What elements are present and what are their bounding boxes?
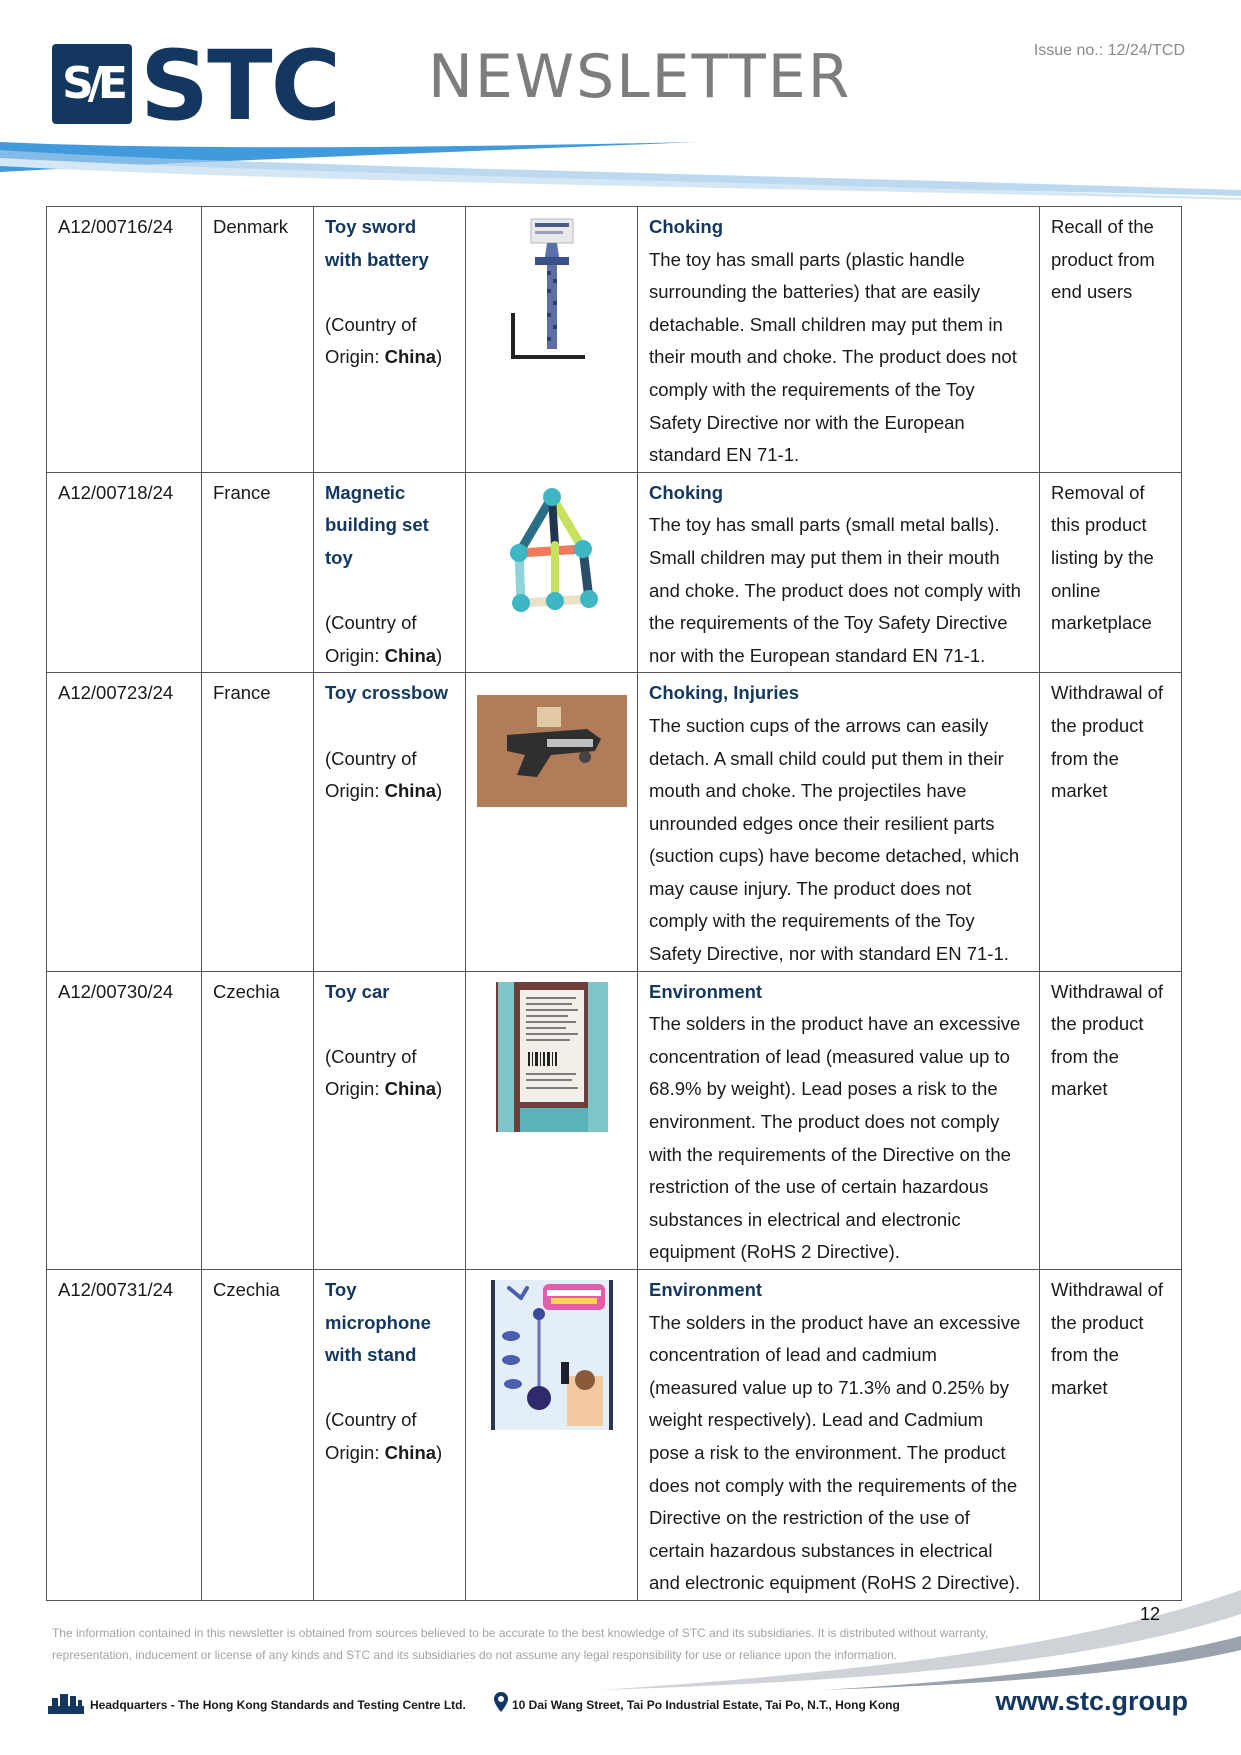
risk-type: Choking [649, 216, 723, 237]
product-image-cell [466, 207, 638, 473]
product-cell [314, 472, 466, 673]
notifying-country: Denmark [202, 207, 314, 473]
country-of-origin: (Country of Origin: China) [325, 313, 443, 368]
product-cell [314, 673, 466, 971]
header-swoosh [0, 140, 1241, 200]
building-icon [48, 1694, 84, 1714]
toy-car-label-photo [496, 982, 608, 1132]
risk-type: Environment [649, 980, 763, 1002]
risk-type: Choking, Injuries [649, 682, 800, 704]
table-row [47, 673, 1182, 971]
table-row [47, 1270, 1182, 1601]
measure-taken: Recall of the product from end users [1040, 207, 1182, 473]
risk-cell [638, 472, 1040, 673]
product-image-cell [466, 971, 638, 1269]
measure-taken: Withdrawal of the product from the market [1040, 1270, 1182, 1601]
risk-cell [638, 207, 1040, 473]
risk-description: The suction cups of the arrows can easily detach. A small child could put them in their mouth and choke. The projectiles have unrounded edges once their resilient parts (suction cups) have become detached, which may cause injury. The product does not comply with the requirements of the Toy Safety Directive, nor with standard EN 71-1. [649, 714, 1020, 965]
product-image-cell [466, 673, 638, 971]
country-of-origin: (Country of Origin: China) [325, 1045, 443, 1100]
risk-description: The toy has small parts (small metal balls). Small children may put them in their mouth and choke. The product does not comply with the requirements of the Toy Safety Directive nor with the European standard EN 71-1. [649, 514, 1021, 666]
risk-description: The solders in the product have an excessive concentration of lead and cadmium (measured value up to 71.3% and 0.25% by weight respectively). Lead and Cadmium pose a risk to the environment. The product does not comply with the requirements of the Directive on the restriction of the use of certain hazardous substances in electrical and electronic equipment (RoHS 2 Directive). [649, 1311, 1021, 1594]
product-image-cell [466, 1270, 638, 1601]
risk-cell [638, 971, 1040, 1269]
disclaimer: The information contained in this newsletter is obtained from sources believed to be accurate to the best knowledge of STC and its subsidiaries. It is distributed without warranty, representation, inducement or license of any kinds and STC and its subsidiaries do not assume any legal responsibility for use or reliance upon the information. [52, 1626, 989, 1662]
toy-microphone-photo [491, 1280, 613, 1430]
notifying-country: France [202, 673, 314, 971]
product-name: Toy sword with battery [325, 216, 429, 270]
stc-logo-mark: S/E [52, 44, 132, 124]
footer-bar [48, 1686, 1188, 1726]
brand-name: STC [140, 30, 340, 142]
toy-sword-photo [507, 217, 597, 365]
headquarters-label: Headquarters - The Hong Kong Standards and Testing Centre Ltd. [90, 1698, 466, 1712]
product-name: Magnetic building set toy [325, 481, 429, 568]
newsletter-title: NEWSLETTER [428, 42, 852, 112]
product-cell [314, 971, 466, 1269]
notifying-country: Czechia [202, 1270, 314, 1601]
product-name: Toy crossbow [325, 682, 449, 704]
ref-number: A12/00716/24 [47, 207, 202, 473]
stc-logo [52, 30, 352, 142]
risk-description: The toy has small parts (plastic handle surrounding the batteries) that are easily detachable. Small children may put them in their mouth and choke. The product does not comply with the requirements of the Toy Safety Directive nor with the European standard EN 71-1. [649, 248, 1017, 466]
ref-number: A12/00730/24 [47, 971, 202, 1269]
table-row [47, 472, 1182, 673]
risk-cell [638, 673, 1040, 971]
toy-crossbow-photo [477, 695, 627, 807]
table-row [47, 971, 1182, 1269]
product-name: Toy car [325, 980, 390, 1002]
headquarters-address: 10 Dai Wang Street, Tai Po Industrial Estate, Tai Po, N.T., Hong Kong [512, 1698, 900, 1712]
country-of-origin: (Country of Origin: China) [325, 747, 443, 802]
page-number: 12 [1140, 1604, 1161, 1624]
measure-taken: Removal of this product listing by the online marketplace [1040, 472, 1182, 673]
risk-type: Choking [649, 481, 723, 503]
ref-number: A12/00718/24 [47, 472, 202, 673]
country-of-origin: (Country of Origin: China) [325, 612, 443, 666]
risk-description: The solders in the product have an excessive concentration of lead (measured value up to 68.9% by weight). Lead poses a risk to the environment. The product does not comply with the requirements of the Directive on the restriction of the use of certain hazardous substances in electrical and electronic equipment (RoHS 2 Directive). [649, 1013, 1021, 1263]
risk-cell [638, 1270, 1040, 1601]
issue-number: Issue no.: 12/24/TCD [1033, 42, 1185, 59]
risk-type: Environment [649, 1279, 763, 1300]
notifying-country: Czechia [202, 971, 314, 1269]
measure-taken: Withdrawal of the product from the market [1040, 971, 1182, 1269]
product-cell [314, 207, 466, 473]
location-pin-icon [494, 1692, 508, 1712]
ref-number: A12/00731/24 [47, 1270, 202, 1601]
magnetic-building-set-photo [497, 483, 607, 623]
product-cell [314, 1270, 466, 1601]
recall-table [46, 206, 1182, 1601]
product-name: Toy microphone with stand [325, 1279, 431, 1366]
notifying-country: France [202, 472, 314, 673]
table-row [47, 207, 1182, 473]
website-link[interactable]: www.stc.group [995, 1686, 1188, 1716]
ref-number: A12/00723/24 [47, 673, 202, 971]
measure-taken: Withdrawal of the product from the market [1040, 673, 1182, 971]
country-of-origin: (Country of Origin: China) [325, 1409, 443, 1463]
product-image-cell [466, 472, 638, 673]
